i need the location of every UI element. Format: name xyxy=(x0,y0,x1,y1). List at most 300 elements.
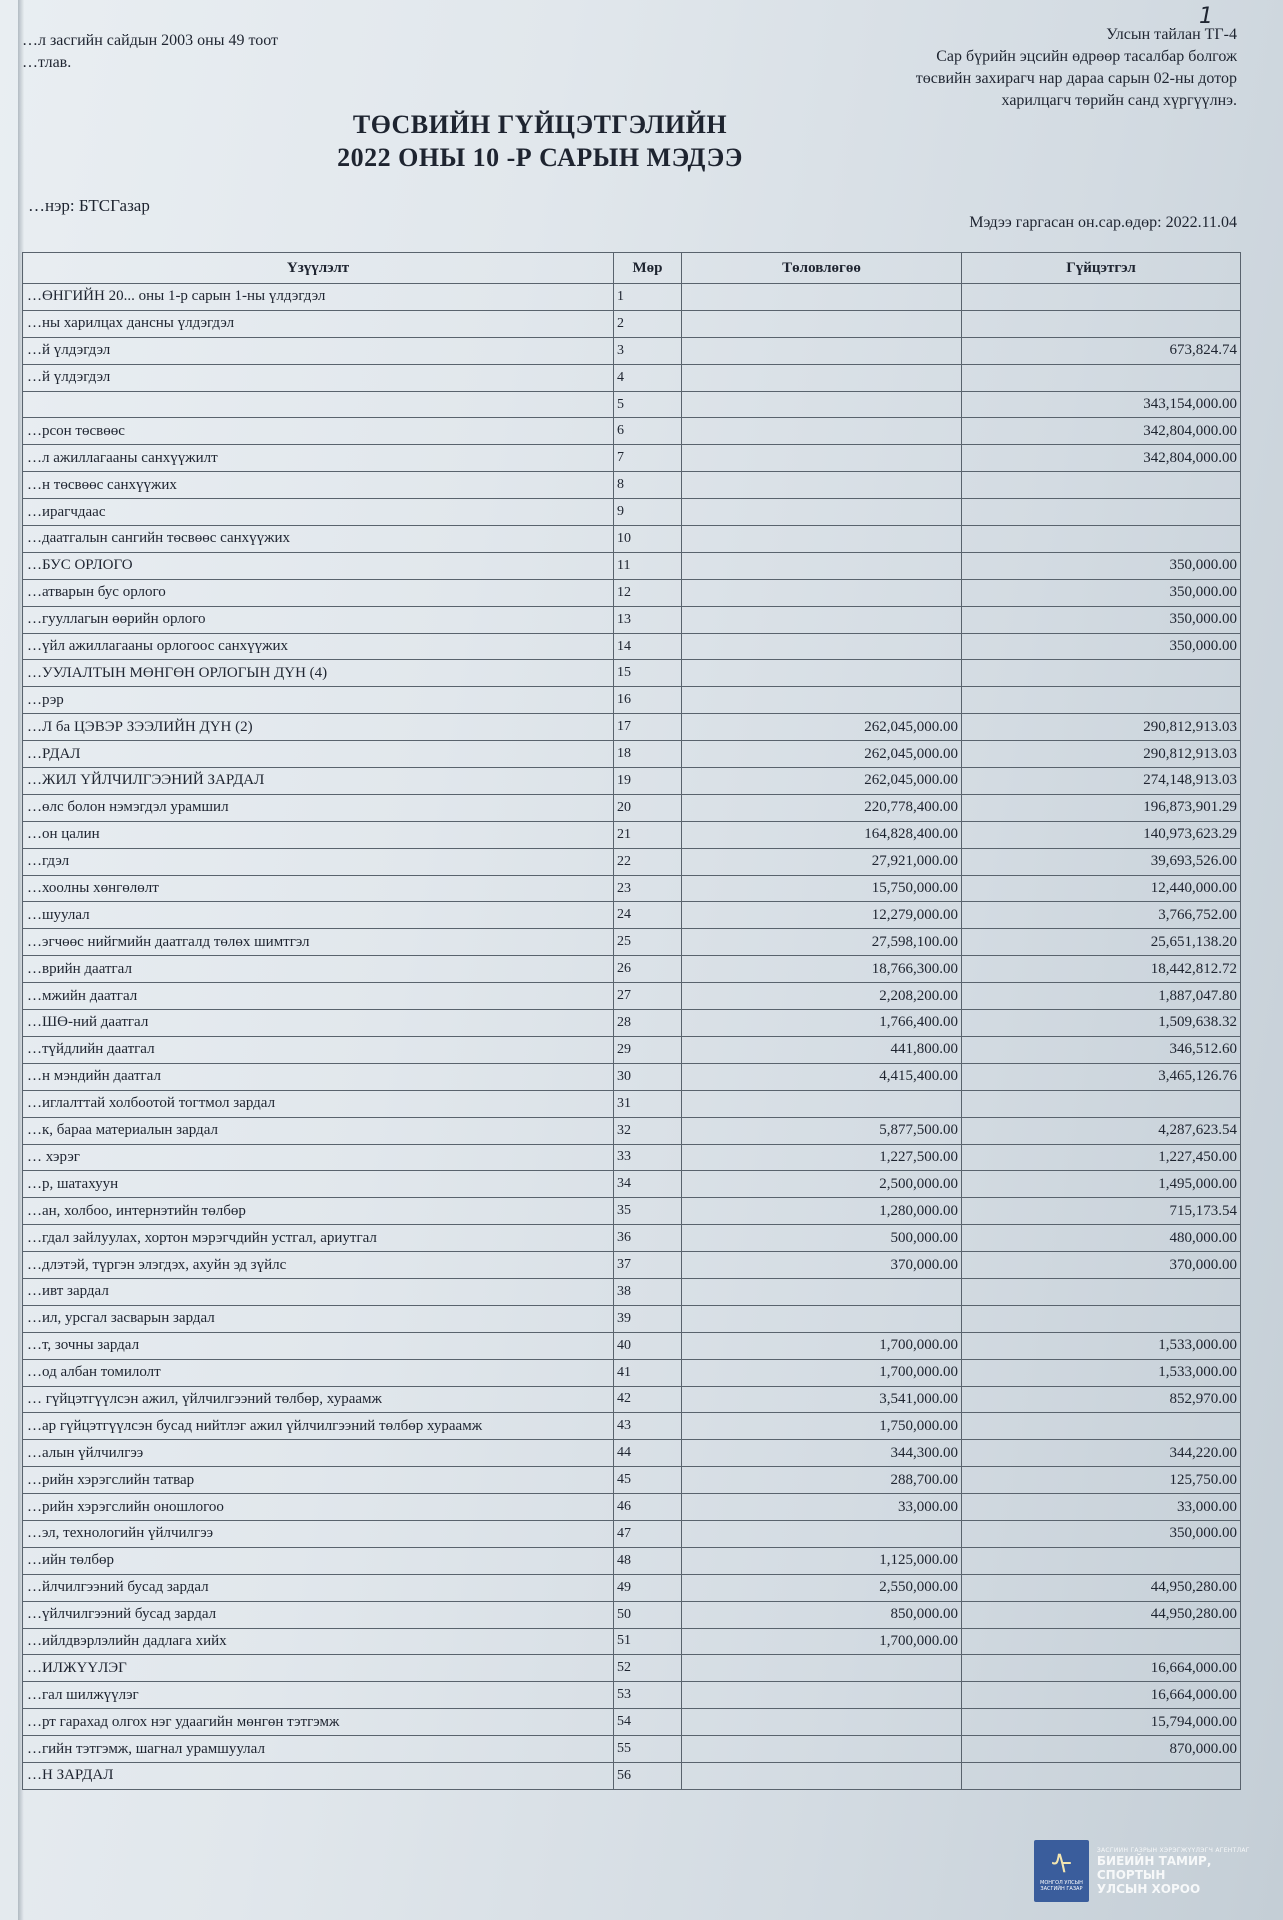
row-plan-amount xyxy=(682,1682,962,1709)
row-plan-amount xyxy=(682,284,962,311)
row-plan-amount: 1,280,000.00 xyxy=(682,1198,962,1225)
row-plan-amount: 441,800.00 xyxy=(682,1036,962,1063)
row-indicator: …гдэл xyxy=(23,848,614,875)
row-actual-amount xyxy=(962,310,1241,337)
row-actual-amount: 370,000.00 xyxy=(962,1252,1241,1279)
table-row xyxy=(23,1440,1241,1467)
row-indicator: …ЖИЛ ҮЙЛЧИЛГЭЭНИЙ ЗАРДАЛ xyxy=(23,768,614,795)
row-indicator: …ивт зардал xyxy=(23,1278,614,1305)
row-number: 27 xyxy=(614,983,682,1010)
row-actual-amount: 125,750.00 xyxy=(962,1467,1241,1494)
row-actual-amount xyxy=(962,1413,1241,1440)
row-plan-amount: 1,700,000.00 xyxy=(682,1359,962,1386)
table-row xyxy=(23,499,1241,526)
row-number: 32 xyxy=(614,1117,682,1144)
table-row xyxy=(23,794,1241,821)
table-row xyxy=(23,391,1241,418)
row-number: 28 xyxy=(614,1010,682,1037)
row-indicator: …ар гүйцэтгүүлсэн бусад нийтлэг ажил үйлчилгээний төлбөр хураамж xyxy=(23,1413,614,1440)
row-number: 14 xyxy=(614,633,682,660)
row-actual-amount: 346,512.60 xyxy=(962,1036,1241,1063)
table-row xyxy=(23,1736,1241,1763)
row-number: 19 xyxy=(614,768,682,795)
row-plan-amount xyxy=(682,687,962,714)
row-indicator: …УУЛАЛТЫН МӨНГӨН ОРЛОГЫН ДҮН (4) xyxy=(23,660,614,687)
row-number: 33 xyxy=(614,1144,682,1171)
row-indicator: …й үлдэгдэл xyxy=(23,337,614,364)
row-plan-amount: 1,700,000.00 xyxy=(682,1332,962,1359)
row-number: 38 xyxy=(614,1278,682,1305)
table-body xyxy=(23,284,1241,1790)
row-number: 51 xyxy=(614,1628,682,1655)
row-number: 49 xyxy=(614,1574,682,1601)
table-row xyxy=(23,418,1241,445)
row-plan-amount: 344,300.00 xyxy=(682,1440,962,1467)
row-plan-amount xyxy=(682,472,962,499)
table-row xyxy=(23,310,1241,337)
organization-name: …нэр: БТСГазар xyxy=(28,196,150,215)
report-date: Мэдээ гаргасан он.сар.өдөр: 2022.11.04 xyxy=(969,214,1237,231)
table-row xyxy=(23,1655,1241,1682)
row-actual-amount xyxy=(962,1628,1241,1655)
row-actual-amount: 350,000.00 xyxy=(962,606,1241,633)
row-plan-amount: 2,208,200.00 xyxy=(682,983,962,1010)
row-actual-amount: 1,495,000.00 xyxy=(962,1171,1241,1198)
table-row xyxy=(23,364,1241,391)
row-plan-amount xyxy=(682,552,962,579)
row-actual-amount: 350,000.00 xyxy=(962,552,1241,579)
row-indicator: …ИЛЖҮҮЛЭГ xyxy=(23,1655,614,1682)
row-number: 15 xyxy=(614,660,682,687)
row-indicator: …өлс болон нэмэгдэл урамшил xyxy=(23,794,614,821)
table-row xyxy=(23,714,1241,741)
table-row xyxy=(23,1467,1241,1494)
row-actual-amount: 44,950,280.00 xyxy=(962,1574,1241,1601)
row-number: 52 xyxy=(614,1655,682,1682)
row-number: 39 xyxy=(614,1305,682,1332)
row-actual-amount: 715,173.54 xyxy=(962,1198,1241,1225)
row-number: 21 xyxy=(614,821,682,848)
report-form-note-line-2: Сар бүрийн эцсийн өдрөөр тасалбар болгож xyxy=(936,48,1237,65)
row-plan-amount xyxy=(682,310,962,337)
row-actual-amount: 274,148,913.03 xyxy=(962,768,1241,795)
row-actual-amount xyxy=(962,364,1241,391)
row-actual-amount: 25,651,138.20 xyxy=(962,929,1241,956)
table-row xyxy=(23,768,1241,795)
row-plan-amount: 288,700.00 xyxy=(682,1467,962,1494)
row-number: 36 xyxy=(614,1225,682,1252)
row-plan-amount xyxy=(682,1709,962,1736)
row-actual-amount xyxy=(962,1090,1241,1117)
table-row xyxy=(23,902,1241,929)
row-indicator: …БУС ОРЛОГО xyxy=(23,552,614,579)
row-indicator: …гал шилжүүлэг xyxy=(23,1682,614,1709)
table-row xyxy=(23,1117,1241,1144)
table-row xyxy=(23,1762,1241,1789)
row-actual-amount: 140,973,623.29 xyxy=(962,821,1241,848)
row-number: 45 xyxy=(614,1467,682,1494)
table-row xyxy=(23,526,1241,553)
table-row xyxy=(23,445,1241,472)
row-plan-amount: 262,045,000.00 xyxy=(682,768,962,795)
table-row xyxy=(23,1305,1241,1332)
table-row xyxy=(23,1090,1241,1117)
row-number: 16 xyxy=(614,687,682,714)
budget-table xyxy=(22,252,1241,1790)
row-plan-amount xyxy=(682,633,962,660)
row-number: 7 xyxy=(614,445,682,472)
row-actual-amount: 870,000.00 xyxy=(962,1736,1241,1763)
row-plan-amount: 1,750,000.00 xyxy=(682,1413,962,1440)
row-actual-amount: 480,000.00 xyxy=(962,1225,1241,1252)
row-indicator: …Л ба ЦЭВЭР ЗЭЭЛИЙН ДҮН (2) xyxy=(23,714,614,741)
table-row xyxy=(23,579,1241,606)
document-title xyxy=(300,108,780,174)
row-actual-amount xyxy=(962,1305,1241,1332)
row-plan-amount: 27,598,100.00 xyxy=(682,929,962,956)
row-indicator: …врийн даатгал xyxy=(23,956,614,983)
row-indicator: …шуулал xyxy=(23,902,614,929)
row-number: 17 xyxy=(614,714,682,741)
row-number: 48 xyxy=(614,1547,682,1574)
row-plan-amount xyxy=(682,660,962,687)
state-emblem-logo xyxy=(1034,1840,1089,1902)
row-plan-amount: 1,766,400.00 xyxy=(682,1010,962,1037)
agency-name xyxy=(1097,1847,1274,1896)
row-actual-amount xyxy=(962,499,1241,526)
row-plan-amount: 850,000.00 xyxy=(682,1601,962,1628)
table-row xyxy=(23,1574,1241,1601)
row-number: 56 xyxy=(614,1762,682,1789)
row-indicator: …он цалин xyxy=(23,821,614,848)
row-actual-amount: 1,887,047.80 xyxy=(962,983,1241,1010)
row-number: 50 xyxy=(614,1601,682,1628)
row-indicator: …рийн хэрэгслийн оношлогоо xyxy=(23,1494,614,1521)
row-plan-amount: 3,541,000.00 xyxy=(682,1386,962,1413)
row-plan-amount: 1,125,000.00 xyxy=(682,1547,962,1574)
row-indicator: …ШӨ-ний даатгал xyxy=(23,1010,614,1037)
row-number: 40 xyxy=(614,1332,682,1359)
agency-watermark xyxy=(1034,1836,1274,1906)
row-number: 4 xyxy=(614,364,682,391)
report-form-code: Улсын тайлан ТГ-4 xyxy=(1106,26,1237,43)
document-title-line-2: 2022 ОНЫ 10 -Р САРЫН МЭДЭЭ xyxy=(337,143,743,172)
row-plan-amount: 1,700,000.00 xyxy=(682,1628,962,1655)
row-actual-amount: 344,220.00 xyxy=(962,1440,1241,1467)
row-actual-amount xyxy=(962,660,1241,687)
report-form-note xyxy=(817,24,1237,112)
table-row xyxy=(23,687,1241,714)
column-header-row-number: Мөр xyxy=(614,253,682,284)
table-row xyxy=(23,1144,1241,1171)
table-row xyxy=(23,1332,1241,1359)
table-row xyxy=(23,1252,1241,1279)
row-actual-amount: 350,000.00 xyxy=(962,579,1241,606)
row-number: 44 xyxy=(614,1440,682,1467)
row-indicator: …длэтэй, түргэн элэгдэх, ахуйн эд зүйлс xyxy=(23,1252,614,1279)
report-form-note-line-3: төсвийн захирагч нар дараа сарын 02-ны дотор xyxy=(915,70,1237,87)
table-row xyxy=(23,606,1241,633)
table-row xyxy=(23,552,1241,579)
row-indicator: …рийн хэрэгслийн татвар xyxy=(23,1467,614,1494)
row-number: 1 xyxy=(614,284,682,311)
row-number: 20 xyxy=(614,794,682,821)
row-plan-amount: 4,415,400.00 xyxy=(682,1063,962,1090)
table-row xyxy=(23,1386,1241,1413)
row-number: 5 xyxy=(614,391,682,418)
regulation-note-line-1: …л засгийн сайдын 2003 оны 49 тоот xyxy=(22,32,279,49)
agency-name-line-2: УЛСЫН ХОРОО xyxy=(1096,1881,1201,1896)
row-number: 2 xyxy=(614,310,682,337)
row-number: 42 xyxy=(614,1386,682,1413)
table-row xyxy=(23,1520,1241,1547)
row-number: 12 xyxy=(614,579,682,606)
row-plan-amount xyxy=(682,526,962,553)
row-number: 10 xyxy=(614,526,682,553)
row-number: 55 xyxy=(614,1736,682,1763)
row-indicator: …хоолны хөнгөлөлт xyxy=(23,875,614,902)
row-plan-amount: 2,550,000.00 xyxy=(682,1574,962,1601)
table-row xyxy=(23,1547,1241,1574)
row-actual-amount: 3,465,126.76 xyxy=(962,1063,1241,1090)
row-indicator: …атварын бус орлого xyxy=(23,579,614,606)
row-actual-amount: 852,970.00 xyxy=(962,1386,1241,1413)
row-plan-amount: 18,766,300.00 xyxy=(682,956,962,983)
row-plan-amount xyxy=(682,1736,962,1763)
row-indicator: …Н ЗАРДАЛ xyxy=(23,1762,614,1789)
column-header-actual: Гүйцэтгэл xyxy=(962,253,1241,284)
row-plan-amount: 370,000.00 xyxy=(682,1252,962,1279)
row-plan-amount xyxy=(682,1305,962,1332)
row-number: 24 xyxy=(614,902,682,929)
row-indicator: …эл, технологийн үйлчилгээ xyxy=(23,1520,614,1547)
row-number: 23 xyxy=(614,875,682,902)
table-row xyxy=(23,1278,1241,1305)
table-row xyxy=(23,337,1241,364)
row-plan-amount: 500,000.00 xyxy=(682,1225,962,1252)
row-actual-amount xyxy=(962,687,1241,714)
row-actual-amount: 196,873,901.29 xyxy=(962,794,1241,821)
row-plan-amount xyxy=(682,445,962,472)
row-number: 46 xyxy=(614,1494,682,1521)
row-indicator: …ил, урсгал засварын зардал xyxy=(23,1305,614,1332)
row-actual-amount: 33,000.00 xyxy=(962,1494,1241,1521)
row-actual-amount: 1,533,000.00 xyxy=(962,1359,1241,1386)
logo-caption: МОНГОЛ УЛСЫН ЗАСГИЙН ГАЗАР xyxy=(1040,1880,1083,1892)
table-row xyxy=(23,1171,1241,1198)
row-actual-amount: 39,693,526.00 xyxy=(962,848,1241,875)
regulation-note-line-2: …тлав. xyxy=(22,54,72,71)
row-indicator: …ӨНГИЙН 20... оны 1-р сарын 1-ны үлдэгдэл xyxy=(23,284,614,311)
table-row xyxy=(23,660,1241,687)
row-indicator: …ны харилцах дансны үлдэгдэл xyxy=(23,310,614,337)
row-actual-amount: 1,227,450.00 xyxy=(962,1144,1241,1171)
table-row xyxy=(23,956,1241,983)
table-header-row xyxy=(23,253,1241,284)
row-indicator: …үйл ажиллагааны орлогоос санхүүжих xyxy=(23,633,614,660)
row-indicator: …алын үйлчилгээ xyxy=(23,1440,614,1467)
table-row xyxy=(23,983,1241,1010)
table-row xyxy=(23,1198,1241,1225)
document-title-line-1: ТӨСВИЙН ГҮЙЦЭТГЭЛИЙН xyxy=(352,110,728,139)
row-actual-amount xyxy=(962,1278,1241,1305)
row-indicator: …й үлдэгдэл xyxy=(23,364,614,391)
row-number: 41 xyxy=(614,1359,682,1386)
row-number: 29 xyxy=(614,1036,682,1063)
row-number: 9 xyxy=(614,499,682,526)
row-number: 11 xyxy=(614,552,682,579)
row-number: 25 xyxy=(614,929,682,956)
table-row xyxy=(23,875,1241,902)
table-row xyxy=(23,741,1241,768)
table-row xyxy=(23,633,1241,660)
table-row xyxy=(23,1413,1241,1440)
row-number: 47 xyxy=(614,1520,682,1547)
row-indicator: …л ажиллагааны санхүүжилт xyxy=(23,445,614,472)
row-plan-amount xyxy=(682,499,962,526)
row-number: 6 xyxy=(614,418,682,445)
row-indicator: …мжийн даатгал xyxy=(23,983,614,1010)
row-indicator: …гдал зайлуулах, хортон мэрэгчдийн устгал, ариутгал xyxy=(23,1225,614,1252)
row-plan-amount xyxy=(682,1762,962,1789)
row-actual-amount xyxy=(962,472,1241,499)
row-number: 13 xyxy=(614,606,682,633)
row-indicator: …даатгалын сангийн төсвөөс санхүүжих xyxy=(23,526,614,553)
row-actual-amount: 15,794,000.00 xyxy=(962,1709,1241,1736)
row-indicator: …ийн төлбөр xyxy=(23,1547,614,1574)
row-plan-amount: 12,279,000.00 xyxy=(682,902,962,929)
row-actual-amount: 290,812,913.03 xyxy=(962,714,1241,741)
row-plan-amount: 262,045,000.00 xyxy=(682,714,962,741)
row-number: 34 xyxy=(614,1171,682,1198)
row-plan-amount xyxy=(682,364,962,391)
row-indicator: …ийлдвэрлэлийн дадлага хийх xyxy=(23,1628,614,1655)
row-number: 22 xyxy=(614,848,682,875)
row-indicator: …од албан томилолт xyxy=(23,1359,614,1386)
handwritten-page-number: 1 xyxy=(1199,4,1213,29)
row-plan-amount: 220,778,400.00 xyxy=(682,794,962,821)
row-actual-amount: 350,000.00 xyxy=(962,1520,1241,1547)
row-actual-amount: 16,664,000.00 xyxy=(962,1655,1241,1682)
row-actual-amount: 16,664,000.00 xyxy=(962,1682,1241,1709)
row-indicator: …иглалттай холбоотой тогтмол зардал xyxy=(23,1090,614,1117)
row-indicator: …ан, холбоо, интернэтийн төлбөр xyxy=(23,1198,614,1225)
row-indicator: … хэрэг xyxy=(23,1144,614,1171)
row-plan-amount xyxy=(682,1090,962,1117)
table-row xyxy=(23,1359,1241,1386)
row-plan-amount: 164,828,400.00 xyxy=(682,821,962,848)
row-indicator: …т, зочны зардал xyxy=(23,1332,614,1359)
row-number: 30 xyxy=(614,1063,682,1090)
row-plan-amount: 1,227,500.00 xyxy=(682,1144,962,1171)
column-header-plan: Төловлөгөө xyxy=(682,253,962,284)
report-form-note-line-4: харилцагч төрийн санд хүргүүлнэ. xyxy=(1001,92,1237,109)
row-number: 53 xyxy=(614,1682,682,1709)
row-number: 18 xyxy=(614,741,682,768)
table-row xyxy=(23,1063,1241,1090)
row-actual-amount: 1,533,000.00 xyxy=(962,1332,1241,1359)
row-indicator: …гийн тэтгэмж, шагнал урамшуулал xyxy=(23,1736,614,1763)
row-actual-amount xyxy=(962,284,1241,311)
row-actual-amount: 18,442,812.72 xyxy=(962,956,1241,983)
row-plan-amount xyxy=(682,337,962,364)
row-actual-amount: 4,287,623.54 xyxy=(962,1117,1241,1144)
row-actual-amount: 342,804,000.00 xyxy=(962,418,1241,445)
regulation-note xyxy=(22,30,278,74)
row-plan-amount xyxy=(682,1655,962,1682)
agency-name-line-1: БИЕИЙН ТАМИР, СПОРТЫН xyxy=(1096,1853,1212,1882)
row-indicator: …гууллагын өөрийн орлого xyxy=(23,606,614,633)
row-number: 31 xyxy=(614,1090,682,1117)
row-number: 43 xyxy=(614,1413,682,1440)
row-actual-amount: 350,000.00 xyxy=(962,633,1241,660)
row-indicator: …ирагчдаас xyxy=(23,499,614,526)
row-plan-amount xyxy=(682,1520,962,1547)
row-number: 35 xyxy=(614,1198,682,1225)
row-number: 3 xyxy=(614,337,682,364)
table-row xyxy=(23,929,1241,956)
row-number: 8 xyxy=(614,472,682,499)
soyombo-icon: ᠰ xyxy=(1050,1848,1073,1881)
row-actual-amount xyxy=(962,1762,1241,1789)
table-row xyxy=(23,1601,1241,1628)
table-row xyxy=(23,1010,1241,1037)
row-actual-amount: 673,824.74 xyxy=(962,337,1241,364)
row-plan-amount xyxy=(682,391,962,418)
table-row xyxy=(23,1036,1241,1063)
row-indicator: …үйлчилгээний бусад зардал xyxy=(23,1601,614,1628)
row-indicator: …к, бараа материалын зардал xyxy=(23,1117,614,1144)
row-plan-amount: 27,921,000.00 xyxy=(682,848,962,875)
row-indicator xyxy=(23,391,614,418)
row-plan-amount: 5,877,500.00 xyxy=(682,1117,962,1144)
row-plan-amount: 262,045,000.00 xyxy=(682,741,962,768)
row-indicator: … гүйцэтгүүлсэн ажил, үйлчилгээний төлбөр, хураамж xyxy=(23,1386,614,1413)
table-row xyxy=(23,1682,1241,1709)
agency-type: ЗАСГИЙН ГАЗРЫН ХЭРЭГЖҮҮЛЭГЧ АГЕНТЛАГ xyxy=(1096,1846,1250,1854)
row-plan-amount xyxy=(682,418,962,445)
row-number: 37 xyxy=(614,1252,682,1279)
row-actual-amount: 3,766,752.00 xyxy=(962,902,1241,929)
row-number: 26 xyxy=(614,956,682,983)
row-indicator: …рсон төсвөөс xyxy=(23,418,614,445)
row-indicator: …р, шатахуун xyxy=(23,1171,614,1198)
row-actual-amount xyxy=(962,1547,1241,1574)
row-plan-amount xyxy=(682,606,962,633)
table-row xyxy=(23,1628,1241,1655)
table-row xyxy=(23,848,1241,875)
row-indicator: …рэр xyxy=(23,687,614,714)
row-indicator: …н мэндийн даатгал xyxy=(23,1063,614,1090)
row-plan-amount: 33,000.00 xyxy=(682,1494,962,1521)
row-indicator: …н төсвөөс санхүүжих xyxy=(23,472,614,499)
row-plan-amount xyxy=(682,579,962,606)
row-plan-amount: 15,750,000.00 xyxy=(682,875,962,902)
row-indicator: …йлчилгээний бусад зардал xyxy=(23,1574,614,1601)
row-plan-amount xyxy=(682,1278,962,1305)
row-indicator: …РДАЛ xyxy=(23,741,614,768)
row-actual-amount: 12,440,000.00 xyxy=(962,875,1241,902)
table-row xyxy=(23,284,1241,311)
row-indicator: …эгчөөс нийгмийн даатгалд төлөх шимтгэл xyxy=(23,929,614,956)
row-actual-amount xyxy=(962,526,1241,553)
row-actual-amount: 343,154,000.00 xyxy=(962,391,1241,418)
row-actual-amount: 342,804,000.00 xyxy=(962,445,1241,472)
table-row xyxy=(23,1225,1241,1252)
row-plan-amount: 2,500,000.00 xyxy=(682,1171,962,1198)
table-row xyxy=(23,1709,1241,1736)
row-indicator: …рт гарахад олгох нэг удаагийн мөнгөн тэтгэмж xyxy=(23,1709,614,1736)
